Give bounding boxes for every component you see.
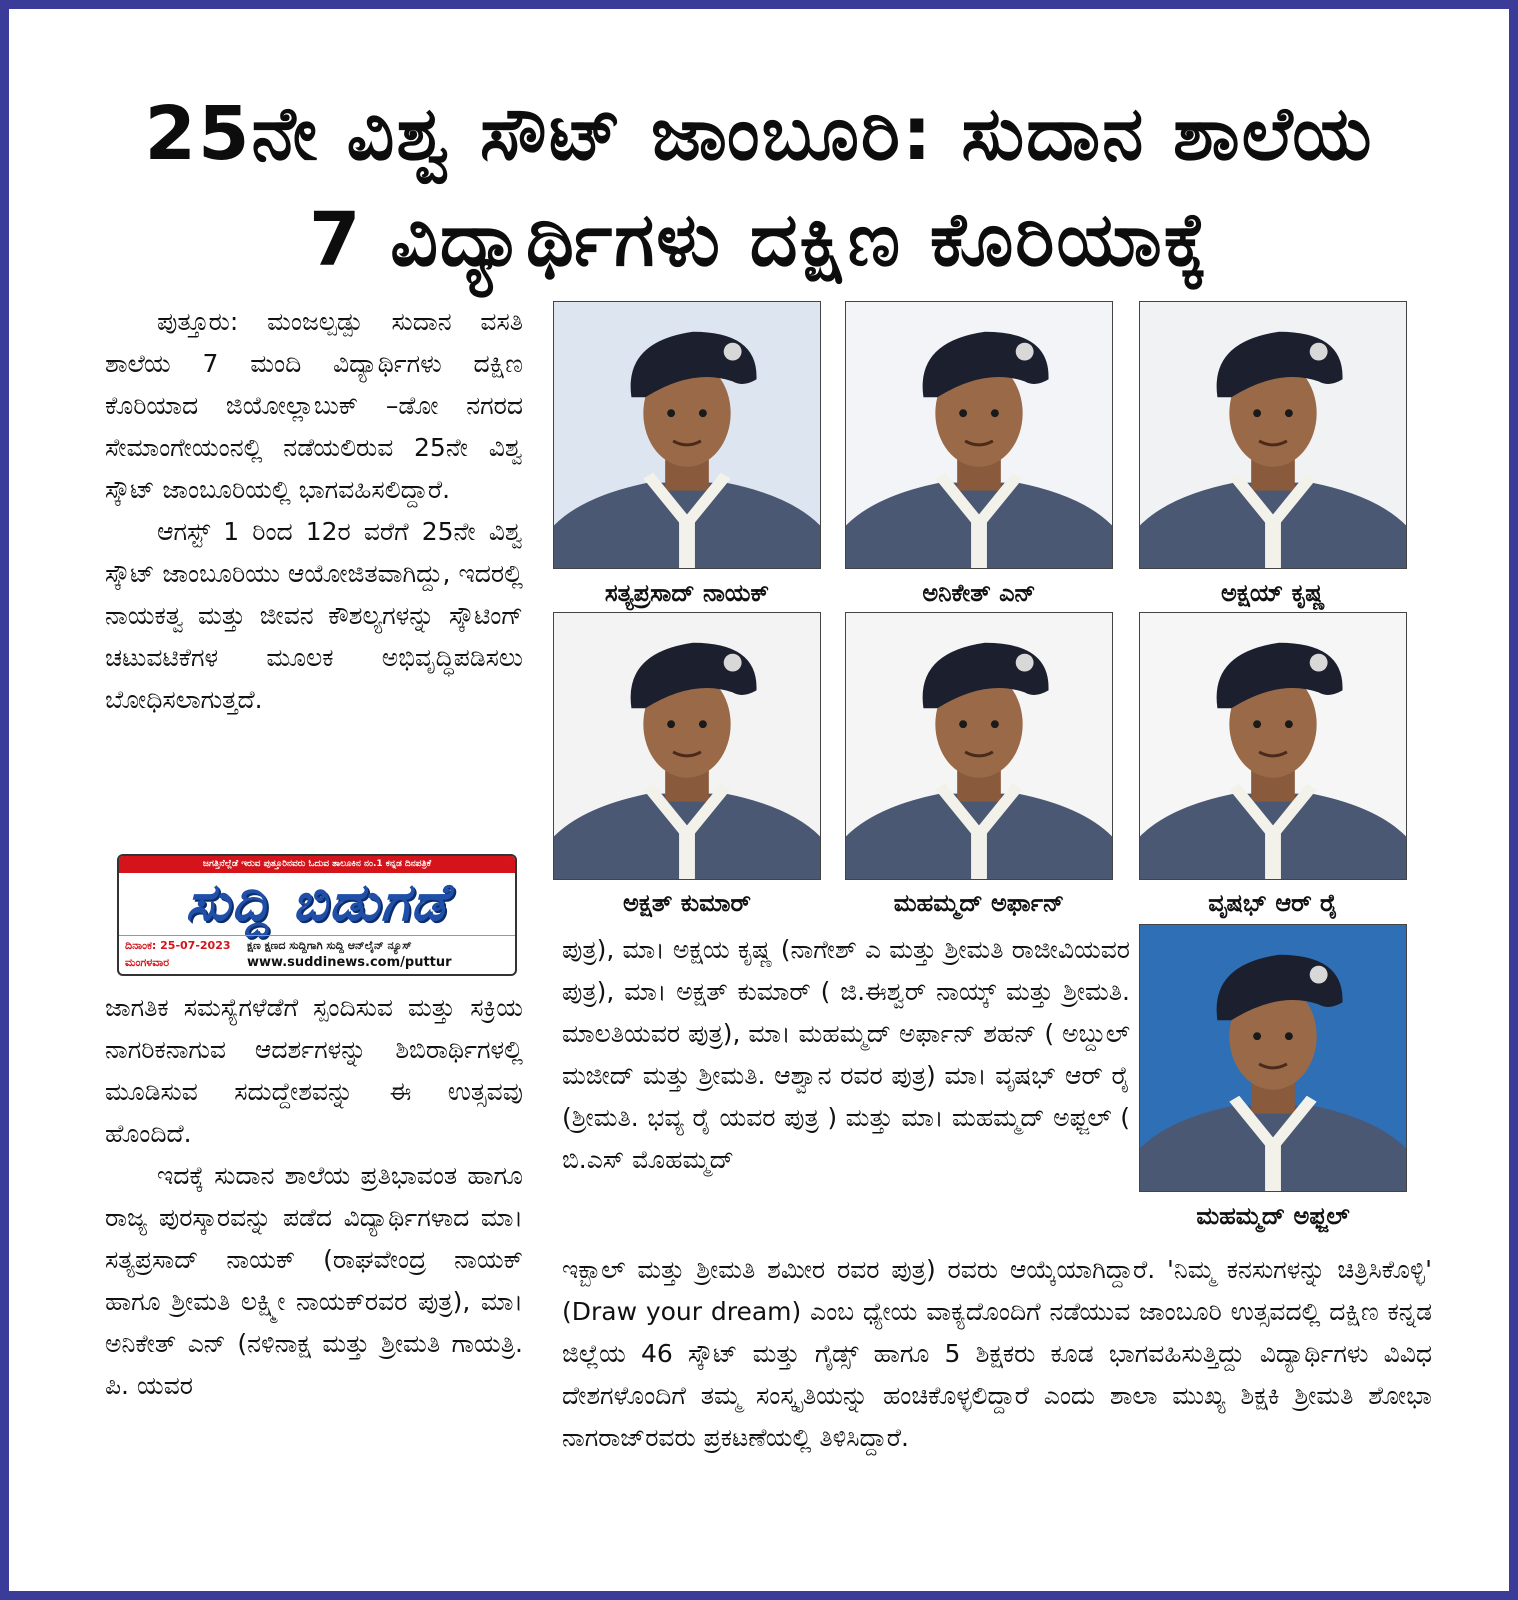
- scarf-tail: [971, 514, 987, 568]
- eye: [991, 720, 999, 728]
- scarf-tail: [679, 825, 695, 879]
- eye: [699, 720, 707, 728]
- student-caption: ಮಹಮ್ಮದ್ ಅಫ್ಜಲ್: [1196, 1202, 1350, 1230]
- article-middle-column: [562, 929, 1130, 1181]
- eye: [991, 409, 999, 417]
- eye: [667, 720, 675, 728]
- headline-line-1: 25ನೇ ವಿಶ್ವ ಸೌಟ್ ಜಾಂಬೂರಿ: ಸುದಾನ ಶಾಲೆಯ: [144, 91, 1374, 177]
- beret-badge: [1016, 343, 1034, 361]
- eye: [1285, 409, 1293, 417]
- beret-badge: [724, 343, 742, 361]
- beret-badge: [1310, 654, 1328, 672]
- eye: [1285, 1032, 1293, 1040]
- student-photo: [553, 612, 821, 880]
- scarf-tail: [971, 825, 987, 879]
- scarf-tail: [679, 514, 695, 568]
- beret-badge: [1016, 654, 1034, 672]
- eye: [959, 409, 967, 417]
- article-left-column-bottom: [105, 987, 523, 1407]
- newspaper-masthead: [117, 854, 517, 976]
- student-photo: [845, 301, 1113, 569]
- article-paragraph: ಇಕ್ಬಾಲ್ ಮತ್ತು ಶ್ರೀಮತಿ ಶಮೀರ ರವರ ಪುತ್ರ) ರವರು ಆಯ್ಕೆಯಾಗಿದ್ದಾರೆ. 'ನಿಮ್ಮ ಕನಸುಗಳನ್ನು ಚಿತ್ರಿಸಿಕೊಳ್ಳಿ' (Draw your dream) ಎಂಬ ಧ್ಯೇಯ ವಾಕ್ಯದೊಂದಿಗೆ ನಡೆಯುವ ಜಾಂಬೂರಿ ಉತ್ಸವದಲ್ಲಿ ದಕ್ಷಿಣ ಕನ್ನಡ ಜಿಲ್ಲೆಯ 46 ಸ್ಕೌಟ್ ಮತ್ತು ಗೈಡ್ಸ್ ಹಾಗೂ 5 ಶಿಕ್ಷಕರು ಕೂಡ ಭಾಗವಹಿಸುತ್ತಿದ್ದು ವಿದ್ಯಾರ್ಥಿಗಳು ವಿವಿಧ ದೇಶಗಳೊಂದಿಗೆ ತಮ್ಮ ಸಂಸ್ಕೃತಿಯನ್ನು ಹಂಚಿಕೊಳ್ಳಲಿದ್ದಾರೆ ಎಂದು ಶಾಲಾ ಮುಖ್ಯ ಶಿಕ್ಷಕಿ ಶ್ರೀಮತಿ ಶೋಭಾ ನಾಗರಾಜ್‌ರವರು ಪ್ರಕಟಣೆಯಲ್ಲಿ ತಿಳಿಸಿದ್ದಾರೆ.: [562, 1255, 1432, 1452]
- masthead-footer: [119, 935, 515, 974]
- eye: [1253, 1032, 1261, 1040]
- student-photo: [1139, 301, 1407, 569]
- student-caption: ಅಕ್ಷತ್ ಕುಮಾರ್: [623, 889, 751, 917]
- article-left-column-top: [105, 301, 523, 721]
- article-wide-column: [562, 1249, 1432, 1459]
- student-caption: ಅನಿಕೇತ್ ಎನ್: [922, 579, 1036, 607]
- article-paragraph: ಪುತ್ತೂರು: ಮಂಜಲ್ಪಡ್ಪು ಸುದಾನ ವಸತಿ ಶಾಲೆಯ 7 ಮಂದಿ ವಿದ್ಯಾರ್ಥಿಗಳು ದಕ್ಷಿಣ ಕೊರಿಯಾದ ಜಿಯೋಲ್ಲಾಬುಕ್ –ಡೋ ನಗರದ ಸೇಮಾಂಗೇಯಂನಲ್ಲಿ ನಡೆಯಲಿರುವ 25ನೇ ವಿಶ್ವ ಸ್ಕೌಟ್ ಜಾಂಬೂರಿಯಲ್ಲಿ ಭಾಗವಹಿಸಲಿದ್ದಾರೆ.: [105, 307, 523, 504]
- masthead-url: www.suddinews.com/puttur: [247, 955, 452, 970]
- eye: [1285, 720, 1293, 728]
- beret-badge: [1310, 343, 1328, 361]
- eye: [1253, 720, 1261, 728]
- student-photo: [553, 301, 821, 569]
- eye: [959, 720, 967, 728]
- headline-line-2: 7 ವಿದ್ಯಾರ್ಥಿಗಳು ದಕ್ಷಿಣ ಕೊರಿಯಾಕ್ಕೆ: [308, 197, 1210, 283]
- beret-badge: [724, 654, 742, 672]
- newspaper-logo: ಸುದ್ದಿ ಬಿಡುಗಡೆ: [185, 873, 449, 933]
- student-photo: [1139, 612, 1407, 880]
- scarf-tail: [1265, 514, 1281, 568]
- masthead-top-line: ಜಗತ್ತಿನೆಲ್ಲೆಡೆ ಇರುವ ಪುತ್ತೂರಿನವರು ಓದುವ ತಾಲೂಕಿನ ನಂ.1 ಕನ್ನಡ ದಿನಪತ್ರಿಕೆ: [119, 856, 515, 873]
- scarf-tail: [1265, 1137, 1281, 1191]
- article-paragraph: ಪುತ್ರ), ಮಾ। ಅಕ್ಷಯ ಕೃಷ್ಣ (ನಾಗೇಶ್ ಎ ಮತ್ತು ಶ್ರೀಮತಿ ರಾಜೀವಿಯವರ ಪುತ್ರ), ಮಾ। ಅಕ್ಷತ್ ಕುಮಾರ್ ( ಜಿ.ಈಶ್ವರ್ ನಾಯ್ಕ್ ಮತ್ತು ಶ್ರೀಮತಿ. ಮಾಲತಿಯವರ ಪುತ್ರ), ಮಾ। ಮಹಮ್ಮದ್ ಅರ್ಫಾನ್ ಶಹನ್ ( ಅಬ್ದುಲ್ ಮಜೀದ್ ಮತ್ತು ಶ್ರೀಮತಿ. ಆಶ್ವಾನ ರವರ ಪುತ್ರ) ಮಾ। ವೃಷಭ್ ಆರ್ ರೈ (ಶ್ರೀಮತಿ. ಭವ್ಯ ರೈ ಯವರ ಪುತ್ರ ) ಮತ್ತು ಮಾ। ಮಹಮ್ಮದ್ ಅಫ್ಜಲ್ ( ಬಿ.ಎಸ್ ಮೊಹಮ್ಮದ್: [562, 935, 1130, 1174]
- masthead-date: ದಿನಾಂಕ: 25-07-2023: [125, 939, 231, 952]
- student-photo: [845, 612, 1113, 880]
- article-paragraph: ಆಗಸ್ಟ್ 1 ರಿಂದ 12ರ ವರೆಗೆ 25ನೇ ವಿಶ್ವ ಸ್ಕೌಟ್ ಜಾಂಬೂರಿಯು ಆಯೋಜಿತವಾಗಿದ್ದು, ಇದರಲ್ಲಿ ನಾಯಕತ್ವ ಮತ್ತು ಜೀವನ ಕೌಶಲ್ಯಗಳನ್ನು ಸ್ಕೌಟಿಂಗ್ ಚಟುವಟಿಕೆಗಳ ಮೂಲಕ ಅಭಿವೃದ್ಧಿಪಡಿಸಲು ಬೋಧಿಸಲಾಗುತ್ತದೆ.: [105, 517, 523, 714]
- student-photo: [1139, 924, 1407, 1192]
- student-caption: ವೃಷಭ್ ಆರ್ ರೈ: [1208, 889, 1338, 917]
- masthead-tagline: ಕ್ಷಣ ಕ್ಷಣದ ಸುದ್ದಿಗಾಗಿ ಸುದ್ದಿ ಆನ್‌ಲೈನ್ ನ್ಯೂಸ್: [247, 939, 412, 952]
- article-paragraph: ಇದಕ್ಕೆ ಸುದಾನ ಶಾಲೆಯ ಪ್ರತಿಭಾವಂತ ಹಾಗೂ ರಾಜ್ಯ ಪುರಸ್ಕಾರವನ್ನು ಪಡೆದ ವಿದ್ಯಾರ್ಥಿಗಳಾದ ಮಾ। ಸತ್ಯಪ್ರಸಾದ್ ನಾಯಕ್ (ರಾಘವೇಂದ್ರ ನಾಯಕ್ ಹಾಗೂ ಶ್ರೀಮತಿ ಲಕ್ಷ್ಮೀ ನಾಯಕ್‌ರವರ ಪುತ್ರ), ಮಾ। ಅನಿಕೇತ್ ಎನ್ (ನಳಿನಾಕ್ಷ ಮತ್ತು ಶ್ರೀಮತಿ ಗಾಯತ್ರಿ. ಪಿ. ಯವರ: [105, 1161, 523, 1400]
- student-caption: ಮಹಮ್ಮದ್ ಅರ್ಫಾನ್: [893, 889, 1065, 917]
- eye: [699, 409, 707, 417]
- beret-badge: [1310, 966, 1328, 984]
- masthead-day: ಮಂಗಳವಾರ: [125, 956, 170, 969]
- student-caption: ಸತ್ಯಪ್ರಸಾದ್ ನಾಯಕ್: [604, 579, 770, 607]
- eye: [1253, 409, 1261, 417]
- article-paragraph: ಜಾಗತಿಕ ಸಮಸ್ಯೆಗಳೆಡೆಗೆ ಸ್ಪಂದಿಸುವ ಮತ್ತು ಸಕ್ರಿಯ ನಾಗರಿಕನಾಗುವ ಆದರ್ಶಗಳನ್ನು ಶಿಬಿರಾರ್ಥಿಗಳಲ್ಲಿ ಮೂಡಿಸುವ ಸದುದ್ದೇಶವನ್ನು ಈ ಉತ್ಸವವು ಹೊಂದಿದೆ.: [105, 993, 523, 1148]
- eye: [667, 409, 675, 417]
- scarf-tail: [1265, 825, 1281, 879]
- student-caption: ಅಕ್ಷಯ್ ಕೃಷ್ಣ: [1221, 579, 1325, 607]
